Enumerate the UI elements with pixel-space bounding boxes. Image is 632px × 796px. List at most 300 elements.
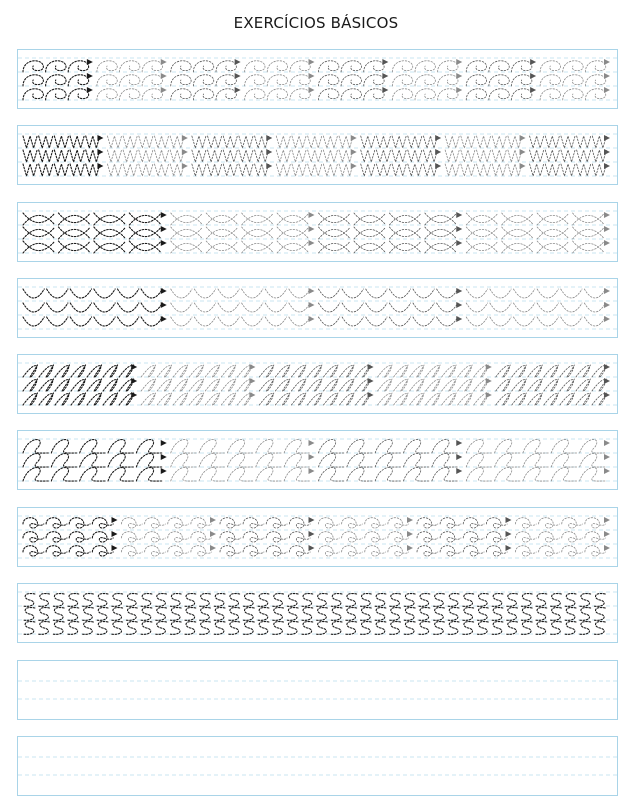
direction-arrow-icon <box>456 87 462 93</box>
tracing-stroke <box>171 227 309 239</box>
tracing-stroke <box>97 89 163 100</box>
direction-arrow-icon <box>161 440 167 446</box>
tracing-stroke <box>171 468 310 482</box>
tracing-group <box>319 454 463 468</box>
tracing-group <box>516 517 611 528</box>
tracing-group <box>23 163 103 176</box>
tracing-stroke <box>392 89 458 100</box>
direction-arrow-icon <box>604 212 610 218</box>
tracing-stroke <box>23 317 162 326</box>
tracing-group <box>245 87 315 100</box>
tracing-group <box>97 59 167 72</box>
direction-arrow-icon <box>435 149 441 155</box>
tracing-stroke <box>97 75 163 86</box>
exercise-canvas <box>18 661 617 719</box>
direction-arrow-icon <box>309 288 315 294</box>
tracing-stroke <box>319 75 385 86</box>
direction-arrow-icon <box>112 531 118 537</box>
tracing-stroke <box>23 213 161 225</box>
exercise-canvas <box>18 203 617 261</box>
tracing-stroke <box>141 365 252 377</box>
tracing-stroke <box>23 365 134 377</box>
tracing-group <box>319 240 463 253</box>
tracing-stroke <box>319 227 457 239</box>
tracing-group <box>122 531 217 542</box>
direction-arrow-icon <box>182 149 188 155</box>
direction-arrow-icon <box>182 135 188 141</box>
tracing-stroke <box>516 518 606 528</box>
direction-arrow-icon <box>161 212 167 218</box>
direction-arrow-icon <box>604 135 610 141</box>
tracing-stroke <box>276 150 353 162</box>
tracing-group <box>319 517 414 528</box>
direction-arrow-icon <box>210 531 216 537</box>
tracing-stroke <box>107 136 184 148</box>
direction-arrow-icon <box>604 364 610 370</box>
tracing-stroke <box>192 150 269 162</box>
tracing-stroke <box>540 75 606 86</box>
tracing-stroke <box>220 518 310 528</box>
tracing-group <box>319 87 389 100</box>
tracing-group <box>171 226 315 239</box>
tracing-group <box>171 302 315 312</box>
tracing-group <box>466 316 610 326</box>
direction-arrow-icon <box>161 240 167 246</box>
direction-arrow-icon <box>456 212 462 218</box>
direction-arrow-icon <box>87 73 93 79</box>
tracing-stroke <box>466 61 532 72</box>
tracing-group <box>171 212 315 225</box>
tracing-group <box>540 73 610 86</box>
tracing-stroke <box>466 289 605 298</box>
tracing-group <box>141 378 255 391</box>
tracing-group <box>23 594 605 607</box>
tracing-group <box>466 212 610 225</box>
direction-arrow-icon <box>604 468 610 474</box>
tracing-stroke <box>466 75 532 86</box>
tracing-stroke <box>496 393 607 405</box>
tracing-stroke <box>392 61 458 72</box>
direction-arrow-icon <box>604 59 610 65</box>
direction-arrow-icon <box>604 517 610 523</box>
tracing-stroke <box>23 546 113 556</box>
exercise-canvas <box>18 126 617 184</box>
tracing-group <box>319 73 389 86</box>
tracing-group <box>192 163 272 176</box>
direction-arrow-icon <box>87 59 93 65</box>
tracing-group <box>319 59 389 72</box>
tracing-group <box>23 608 605 621</box>
direction-arrow-icon <box>351 149 357 155</box>
direction-arrow-icon <box>309 440 315 446</box>
direction-arrow-icon <box>530 59 536 65</box>
direction-arrow-icon <box>182 163 188 169</box>
direction-arrow-icon <box>161 288 167 294</box>
tracing-group <box>466 59 536 72</box>
direction-arrow-icon <box>309 545 315 551</box>
exercise-band-s-strokes <box>17 583 618 643</box>
tracing-stroke <box>530 164 607 176</box>
tracing-group <box>171 316 315 326</box>
tracing-stroke <box>319 289 458 298</box>
direction-arrow-icon <box>382 73 388 79</box>
tracing-stroke <box>245 89 311 100</box>
direction-arrow-icon <box>309 87 315 93</box>
exercise-canvas <box>18 584 617 642</box>
tracing-group <box>220 545 315 556</box>
direction-arrow-icon <box>161 73 167 79</box>
tracing-stroke <box>276 164 353 176</box>
tracing-stroke <box>192 136 269 148</box>
direction-arrow-icon <box>456 468 462 474</box>
tracing-stroke <box>23 164 100 176</box>
tracing-stroke <box>466 227 604 239</box>
tracing-group <box>23 364 137 377</box>
tracing-group <box>141 364 255 377</box>
tracing-stroke <box>319 518 409 528</box>
tracing-stroke <box>319 454 458 468</box>
direction-arrow-icon <box>520 163 526 169</box>
direction-arrow-icon <box>604 163 610 169</box>
direction-arrow-icon <box>309 226 315 232</box>
tracing-group <box>171 468 315 482</box>
tracing-stroke <box>23 241 161 253</box>
direction-arrow-icon <box>506 531 512 537</box>
direction-arrow-icon <box>520 149 526 155</box>
direction-arrow-icon <box>486 392 492 398</box>
tracing-stroke <box>378 365 489 377</box>
direction-arrow-icon <box>456 302 462 308</box>
tracing-group <box>361 163 441 176</box>
tracing-group <box>141 392 255 405</box>
direction-arrow-icon <box>161 454 167 460</box>
tracing-stroke <box>445 164 522 176</box>
direction-arrow-icon <box>210 545 216 551</box>
tracing-group <box>445 135 525 148</box>
tracing-stroke <box>23 89 89 100</box>
tracing-group <box>466 468 610 482</box>
tracing-group <box>259 364 373 377</box>
tracing-stroke <box>23 468 162 482</box>
exercise-canvas <box>18 355 617 413</box>
tracing-stroke <box>540 89 606 100</box>
direction-arrow-icon <box>309 468 315 474</box>
tracing-group <box>107 149 187 162</box>
direction-arrow-icon <box>368 392 374 398</box>
tracing-group <box>23 531 118 542</box>
tracing-stroke <box>417 532 507 542</box>
direction-arrow-icon <box>309 73 315 79</box>
tracing-group <box>361 135 441 148</box>
direction-arrow-icon <box>266 149 272 155</box>
tracing-stroke <box>141 379 252 391</box>
tracing-group <box>23 517 118 528</box>
exercise-band-zigzag <box>17 125 618 185</box>
tracing-stroke <box>378 393 489 405</box>
tracing-group <box>319 545 414 556</box>
tracing-stroke <box>23 136 100 148</box>
tracing-stroke <box>319 317 458 326</box>
tracing-stroke <box>23 608 605 621</box>
direction-arrow-icon <box>309 316 315 322</box>
tracing-stroke <box>259 365 370 377</box>
tracing-group <box>171 87 241 100</box>
tracing-group <box>276 149 356 162</box>
tracing-group <box>466 226 610 239</box>
tracing-group <box>319 531 414 542</box>
tracing-stroke <box>23 289 162 298</box>
tracing-group <box>23 316 167 326</box>
direction-arrow-icon <box>87 87 93 93</box>
tracing-stroke <box>23 379 134 391</box>
tracing-group <box>361 149 441 162</box>
direction-arrow-icon <box>456 226 462 232</box>
direction-arrow-icon <box>266 135 272 141</box>
tracing-stroke <box>319 468 458 482</box>
tracing-stroke <box>171 89 237 100</box>
direction-arrow-icon <box>309 240 315 246</box>
tracing-group <box>192 149 272 162</box>
exercise-band-scallops <box>17 278 618 338</box>
tracing-stroke <box>361 150 438 162</box>
direction-arrow-icon <box>407 545 413 551</box>
tracing-stroke <box>319 546 409 556</box>
direction-arrow-icon <box>97 149 103 155</box>
direction-arrow-icon <box>210 517 216 523</box>
tracing-group <box>530 149 610 162</box>
tracing-stroke <box>319 303 458 312</box>
tracing-group <box>516 531 611 542</box>
direction-arrow-icon <box>249 378 255 384</box>
tracing-stroke <box>171 213 309 225</box>
direction-arrow-icon <box>506 517 512 523</box>
exercise-canvas <box>18 279 617 337</box>
tracing-group <box>530 135 610 148</box>
tracing-group <box>23 59 93 72</box>
direction-arrow-icon <box>235 73 241 79</box>
tracing-stroke <box>23 150 100 162</box>
tracing-stroke <box>466 317 605 326</box>
direction-arrow-icon <box>604 531 610 537</box>
tracing-group <box>319 302 463 312</box>
direction-arrow-icon <box>97 135 103 141</box>
tracing-stroke <box>171 75 237 86</box>
tracing-stroke <box>245 75 311 86</box>
exercise-band-blank-1 <box>17 660 618 720</box>
tracing-group <box>122 545 217 556</box>
tracing-group <box>319 226 463 239</box>
tracing-group <box>23 73 93 86</box>
direction-arrow-icon <box>604 302 610 308</box>
direction-arrow-icon <box>351 135 357 141</box>
tracing-stroke <box>466 89 532 100</box>
direction-arrow-icon <box>249 392 255 398</box>
direction-arrow-icon <box>604 392 610 398</box>
tracing-stroke <box>496 365 607 377</box>
tracing-stroke <box>466 213 604 225</box>
tracing-group <box>245 73 315 86</box>
tracing-stroke <box>171 454 310 468</box>
direction-arrow-icon <box>456 454 462 460</box>
tracing-group <box>378 392 492 405</box>
direction-arrow-icon <box>435 135 441 141</box>
tracing-group <box>23 454 167 468</box>
tracing-group <box>445 163 525 176</box>
tracing-group <box>23 135 103 148</box>
tracing-stroke <box>516 532 606 542</box>
tracing-stroke <box>171 61 237 72</box>
direction-arrow-icon <box>161 87 167 93</box>
tracing-stroke <box>23 75 89 86</box>
direction-arrow-icon <box>520 135 526 141</box>
direction-arrow-icon <box>407 531 413 537</box>
tracing-stroke <box>445 136 522 148</box>
tracing-stroke <box>319 61 385 72</box>
tracing-stroke <box>23 622 605 635</box>
direction-arrow-icon <box>604 316 610 322</box>
direction-arrow-icon <box>604 378 610 384</box>
tracing-stroke <box>496 379 607 391</box>
tracing-group <box>496 364 610 377</box>
tracing-stroke <box>259 393 370 405</box>
tracing-stroke <box>540 61 606 72</box>
direction-arrow-icon <box>309 302 315 308</box>
direction-arrow-icon <box>486 364 492 370</box>
direction-arrow-icon <box>604 240 610 246</box>
direction-arrow-icon <box>309 531 315 537</box>
tracing-stroke <box>171 289 310 298</box>
direction-arrow-icon <box>456 240 462 246</box>
tracing-stroke <box>466 454 605 468</box>
page-title: EXERCÍCIOS BÁSICOS <box>233 14 399 32</box>
tracing-group <box>23 545 118 556</box>
direction-arrow-icon <box>368 378 374 384</box>
direction-arrow-icon <box>604 73 610 79</box>
tracing-stroke <box>23 518 113 528</box>
tracing-stroke <box>107 150 184 162</box>
tracing-group <box>417 517 512 528</box>
direction-arrow-icon <box>235 87 241 93</box>
tracing-stroke <box>192 164 269 176</box>
tracing-group <box>23 378 137 391</box>
tracing-group <box>23 440 167 454</box>
tracing-group <box>23 87 93 100</box>
tracing-stroke <box>122 532 212 542</box>
tracing-group <box>171 59 241 72</box>
tracing-group <box>23 302 167 312</box>
exercise-band-slanted-loops <box>17 354 618 414</box>
direction-arrow-icon <box>506 545 512 551</box>
tracing-stroke <box>23 303 162 312</box>
exercise-band-blank-2 <box>17 736 618 796</box>
tracing-stroke <box>445 150 522 162</box>
tracing-group <box>392 59 462 72</box>
tracing-stroke <box>23 440 162 454</box>
direction-arrow-icon <box>456 440 462 446</box>
direction-arrow-icon <box>456 73 462 79</box>
tracing-stroke <box>171 440 310 454</box>
tracing-group <box>23 288 167 298</box>
tracing-stroke <box>466 303 605 312</box>
tracing-stroke <box>378 379 489 391</box>
tracing-group <box>97 87 167 100</box>
tracing-group <box>245 59 315 72</box>
tracing-stroke <box>319 89 385 100</box>
tracing-stroke <box>319 532 409 542</box>
direction-arrow-icon <box>604 149 610 155</box>
tracing-group <box>319 288 463 298</box>
tracing-stroke <box>361 164 438 176</box>
tracing-group <box>378 378 492 391</box>
direction-arrow-icon <box>131 392 137 398</box>
tracing-group <box>276 163 356 176</box>
tracing-group <box>97 73 167 86</box>
direction-arrow-icon <box>456 316 462 322</box>
tracing-group <box>259 378 373 391</box>
tracing-group <box>171 440 315 454</box>
direction-arrow-icon <box>382 87 388 93</box>
tracing-group <box>171 454 315 468</box>
tracing-group <box>530 163 610 176</box>
tracing-group <box>466 240 610 253</box>
tracing-group <box>540 59 610 72</box>
tracing-stroke <box>220 532 310 542</box>
tracing-stroke <box>516 546 606 556</box>
tracing-group <box>466 87 536 100</box>
direction-arrow-icon <box>161 302 167 308</box>
tracing-group <box>23 392 137 405</box>
direction-arrow-icon <box>456 288 462 294</box>
tracing-stroke <box>245 61 311 72</box>
exercise-band-curls <box>17 507 618 567</box>
direction-arrow-icon <box>351 163 357 169</box>
tracing-group <box>23 240 167 253</box>
tracing-group <box>259 392 373 405</box>
direction-arrow-icon <box>604 226 610 232</box>
tracing-group <box>417 545 512 556</box>
tracing-group <box>496 392 610 405</box>
tracing-group <box>319 468 463 482</box>
exercise-band-loops-small <box>17 49 618 109</box>
tracing-stroke <box>392 75 458 86</box>
tracing-group <box>466 302 610 312</box>
tracing-stroke <box>97 61 163 72</box>
tracing-group <box>107 135 187 148</box>
direction-arrow-icon <box>604 545 610 551</box>
tracing-group <box>220 517 315 528</box>
exercise-canvas <box>18 50 617 108</box>
tracing-group <box>23 468 167 482</box>
tracing-stroke <box>220 546 310 556</box>
exercise-canvas <box>18 431 617 489</box>
tracing-stroke <box>319 440 458 454</box>
direction-arrow-icon <box>530 87 536 93</box>
tracing-stroke <box>171 317 310 326</box>
tracing-group <box>392 73 462 86</box>
direction-arrow-icon <box>604 440 610 446</box>
tracing-group <box>171 288 315 298</box>
direction-arrow-icon <box>530 73 536 79</box>
tracing-stroke <box>276 136 353 148</box>
tracing-group <box>417 531 512 542</box>
tracing-stroke <box>23 594 605 607</box>
tracing-group <box>107 163 187 176</box>
direction-arrow-icon <box>97 163 103 169</box>
tracing-group <box>122 517 217 528</box>
direction-arrow-icon <box>486 378 492 384</box>
tracing-stroke <box>23 532 113 542</box>
direction-arrow-icon <box>382 59 388 65</box>
